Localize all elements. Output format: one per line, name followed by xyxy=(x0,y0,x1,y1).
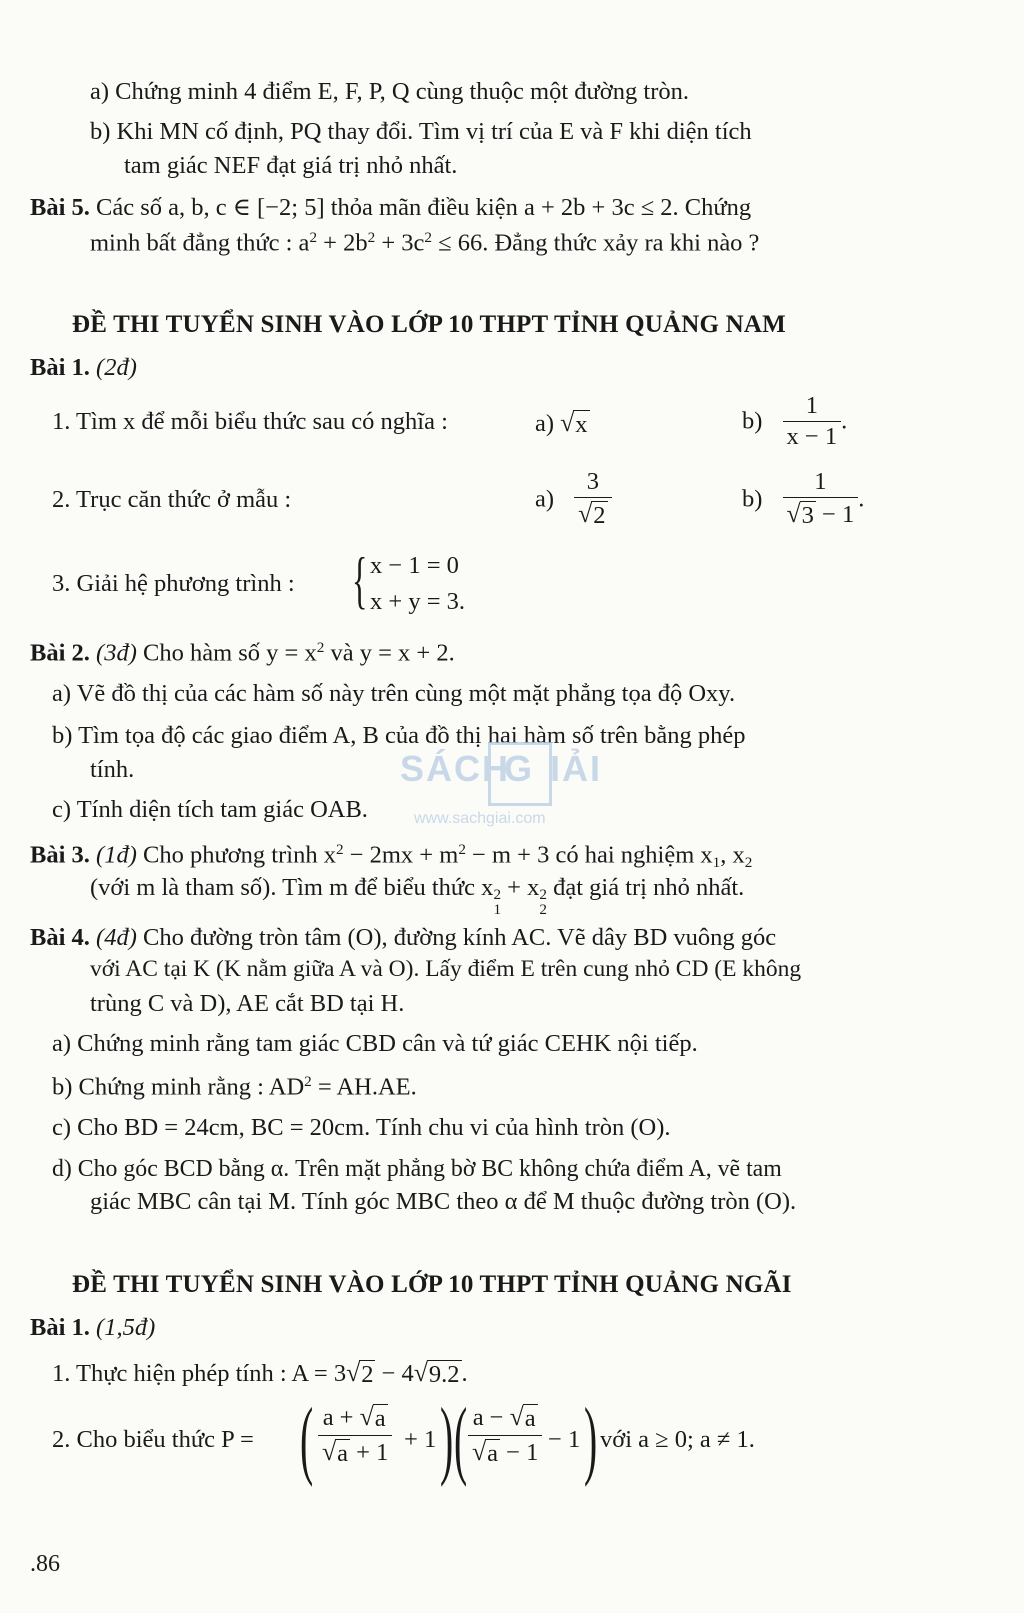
qn-bai2-label: Bài 2. xyxy=(30,639,90,667)
qn-bai4-b xyxy=(52,1074,417,1100)
item-b-top-line2: tam giác NEF đạt giá trị nhỏ nhất. xyxy=(124,152,458,179)
qn-bai4-d-line1: d) Cho góc BCD bằng α. Trên mặt phẳng bờ BC không chứa điểm A, vẽ tam xyxy=(52,1156,782,1182)
frac-num: a + √ a xyxy=(322,1402,386,1432)
left-paren-icon: ( xyxy=(454,1391,468,1488)
qg-q2-frac1 xyxy=(318,1404,392,1468)
qn-bai2-text-b: và y = x + 2. xyxy=(324,639,455,667)
qg-bai1-score: (1,5đ) xyxy=(96,1314,156,1341)
brace-icon: { xyxy=(352,544,368,615)
qg-q1-mid: − 4 xyxy=(375,1360,414,1387)
watermark-logo xyxy=(400,748,603,838)
bai5-text2a: minh bất đẳng thức : a xyxy=(90,229,310,257)
frac-den: √ 3 − 1 xyxy=(783,497,859,530)
qn-q1-b: b) $\frac{1}{x - 1}$ . xyxy=(742,392,848,450)
sqrt-x: √ x xyxy=(560,408,588,438)
qn-bai3-t1: Cho phương trình x xyxy=(136,841,336,869)
bai5-text1: Các số a, b, c ∈ [−2; 5] thỏa mãn điều kiện a + 2b + 3c ≤ 2. Chứng xyxy=(96,194,752,221)
qg-q2-minus1: − 1 xyxy=(548,1426,581,1453)
qn-bai4-score: (4đ) xyxy=(96,924,137,951)
qn-bai4-b-t1: b) Chứng minh rằng : AD xyxy=(52,1073,305,1101)
qn-bai3-label: Bài 3. xyxy=(30,841,90,869)
qn-bai2-text-a: Cho hàm số y = x xyxy=(136,639,317,667)
left-paren-icon: ( xyxy=(300,1391,314,1488)
fraction-1-over-x-minus-1 xyxy=(783,394,842,449)
qn-bai3-t2: − 2mx + m xyxy=(343,841,459,869)
sqrt-arg: a xyxy=(487,1440,498,1468)
qn-q1-b-label: b) xyxy=(742,407,763,435)
qn-bai3-t5: (với m là tham số). Tìm m để biểu thức x xyxy=(90,874,494,901)
frac-den: √ a + 1 xyxy=(318,1435,392,1468)
qn-bai3-t6: + x xyxy=(501,874,540,901)
qn-bai1-label: Bài 1. xyxy=(30,354,90,381)
qn-bai3-line1 xyxy=(30,842,752,870)
fraction-1-over-sqrt3-minus-1 xyxy=(783,470,859,530)
sup-2: 2 xyxy=(424,229,432,246)
sqrt-arg: 2 xyxy=(593,501,606,529)
sqrt-arg: a xyxy=(337,1440,348,1468)
frac-num: a − √ a xyxy=(472,1402,536,1432)
sub-1: 1 xyxy=(493,900,502,918)
qn-bai4-line3: trùng C và D), AE cắt BD tại H. xyxy=(90,990,405,1017)
qn-q1-text: 1. Tìm x để mỗi biểu thức sau có nghĩa : xyxy=(52,408,448,435)
qn-q2-a xyxy=(535,470,612,530)
bai5-line2 xyxy=(90,230,759,256)
watermark-url: www.sachgiai.com xyxy=(414,810,546,827)
sup-2: 2 xyxy=(493,885,502,903)
sup-2: 2 xyxy=(367,229,376,246)
sup-2: 2 xyxy=(458,841,466,858)
system-eq2-text: x + y = 3 xyxy=(370,588,459,615)
bai5-label: Bài 5. xyxy=(30,194,90,221)
sqrt-arg: 3 xyxy=(801,501,814,529)
sup-2: 2 xyxy=(309,229,318,246)
sup-2: 2 xyxy=(304,1073,312,1090)
frac-den-b: − 1 xyxy=(500,1439,539,1467)
frac-den-b: + 1 xyxy=(350,1439,389,1467)
sqrt-arg: 9.2 xyxy=(428,1361,460,1388)
qn-q2-b: b) 1 √ 3 − 1 . xyxy=(742,468,865,529)
qn-bai3-t4: , x xyxy=(720,841,745,869)
sub-1: 1 xyxy=(712,853,721,871)
right-paren-icon: ) xyxy=(440,1391,454,1488)
sup-2: 2 xyxy=(316,639,325,656)
qg-q2-plus1: + 1 xyxy=(404,1426,437,1453)
watermark-text-box: G xyxy=(504,748,535,789)
sqrt-arg: a xyxy=(524,1405,536,1432)
qg-q2-text: 2. Cho biểu thức P = xyxy=(52,1426,254,1453)
system-eq1: x − 1 = 0 xyxy=(370,552,459,579)
qn-bai3-score: (1đ) xyxy=(96,841,137,869)
qn-bai1-header xyxy=(30,356,137,381)
right-paren-icon: ) xyxy=(584,1391,598,1488)
qg-q1 xyxy=(52,1360,468,1389)
bai5-line1 xyxy=(30,196,751,221)
sqrt-arg: a xyxy=(374,1405,386,1432)
qg-bai1-header xyxy=(30,1316,155,1341)
quangnam-title: ĐỀ THI TUYỂN SINH VÀO LỚP 10 THPT TỈNH QUẢNG NAM xyxy=(72,311,786,338)
qg-bai1-label: Bài 1. xyxy=(30,1314,90,1341)
qn-q1-a-label: a) xyxy=(535,410,555,437)
qg-q1-end: . xyxy=(461,1360,468,1387)
qn-q2-a-label: a) xyxy=(535,485,555,513)
sqrt-2: √ 2 xyxy=(346,1358,374,1388)
sub-2: 2 xyxy=(744,853,753,871)
qn-bai2-a: a) Vẽ đồ thị của các hàm số này trên cùng một mặt phẳng tọa độ Oxy. xyxy=(52,680,736,707)
qg-q2-frac2 xyxy=(468,1404,542,1468)
fraction-p-first xyxy=(318,1404,392,1468)
qn-bai3-t3: − m + 3 có hai nghiệm x xyxy=(465,841,713,869)
qn-bai4-line2: với AC tại K (K nằm giữa A và O). Lấy điểm E trên cung nhỏ CD (E không xyxy=(90,956,802,982)
item-b-top-line1: b) Khi MN cố định, PQ thay đổi. Tìm vị trí của E và F khi diện tích xyxy=(90,118,752,145)
qn-bai1-score: (2đ) xyxy=(96,354,137,381)
frac-num-a: a − xyxy=(472,1404,510,1431)
item-a-top: a) Chứng minh 4 điểm E, F, P, Q cùng thuộc một đường tròn. xyxy=(90,78,689,105)
qn-bai3-t7: đạt giá trị nhỏ nhất. xyxy=(546,874,745,901)
qn-q2-b-label: b) xyxy=(742,485,763,513)
sqrt-arg: 2 xyxy=(361,1361,374,1388)
qg-q2-condition: với a ≥ 0; a ≠ 1. xyxy=(600,1426,755,1453)
qn-bai2-b-line2: tính. xyxy=(90,756,135,783)
qn-bai4-b-t2: = AH.AE. xyxy=(311,1073,417,1101)
frac-num: 1 xyxy=(805,392,818,419)
qn-q2-text: 2. Trục căn thức ở mẫu : xyxy=(52,486,292,513)
qn-q1-a xyxy=(535,410,590,439)
qn-bai2-c: c) Tính diện tích tam giác OAB. xyxy=(52,796,368,823)
qn-bai4-line1 xyxy=(30,926,776,951)
frac-den: x − 1 xyxy=(783,421,842,450)
watermark-text-left: SÁCH xyxy=(400,748,511,789)
sqrt-9-2: √ 9.2 xyxy=(413,1358,460,1388)
frac-den-rest: − 1 xyxy=(815,500,855,528)
watermark-text-right: IẢI xyxy=(550,748,603,789)
qn-bai2-b-line1: b) Tìm tọa độ các giao điểm A, B của đồ thị hai hàm số trên bằng phép xyxy=(52,722,746,749)
frac-den: √ a − 1 xyxy=(468,1435,542,1468)
qn-bai3-line2 xyxy=(90,876,744,917)
frac-num-a: a + xyxy=(322,1404,360,1431)
sup-2: 2 xyxy=(335,841,344,858)
qn-bai4-t1: Cho đường tròn tâm (O), đường kính AC. Vẽ dây BD vuông góc xyxy=(136,924,777,951)
qn-bai4-label: Bài 4. xyxy=(30,924,90,951)
frac-num: 1 xyxy=(814,468,827,495)
page-number: .86 xyxy=(30,1551,60,1577)
qn-q3-text: 3. Giải hệ phương trình : xyxy=(52,570,295,597)
frac-num: 3 xyxy=(586,468,599,495)
system-eq2: x + y = 3. xyxy=(370,588,466,615)
sqrt-x-arg: x xyxy=(575,411,588,438)
qn-bai2-header xyxy=(30,640,455,666)
qn-bai4-c: c) Cho BD = 24cm, BC = 20cm. Tính chu vi của hình tròn (O). xyxy=(52,1114,671,1141)
frac-den: √ 2 xyxy=(574,497,611,530)
qn-bai2-score: (3đ) xyxy=(96,639,137,667)
quangngai-title: ĐỀ THI TUYỂN SINH VÀO LỚP 10 THPT TỈNH QUẢNG NGÃI xyxy=(72,1271,792,1298)
sup-2: 2 xyxy=(539,885,547,903)
qg-q1-text: 1. Thực hiện phép tính : A = 3 xyxy=(52,1360,347,1387)
bai5-text2d: ≤ 66. Đẳng thức xảy ra khi nào ? xyxy=(432,229,760,257)
qn-bai4-a: a) Chứng minh rằng tam giác CBD cân và tứ giác CEHK nội tiếp. xyxy=(52,1030,698,1057)
bai5-text2b: + 2b xyxy=(317,229,368,257)
fraction-3-over-sqrt2 xyxy=(574,470,611,530)
qn-bai4-d-line2: giác MBC cân tại M. Tính góc MBC theo α để M thuộc đường tròn (O). xyxy=(90,1188,797,1215)
fraction-p-second xyxy=(468,1404,542,1468)
bai5-text2c: + 3c xyxy=(375,229,425,257)
sub-2: 2 xyxy=(539,900,547,918)
